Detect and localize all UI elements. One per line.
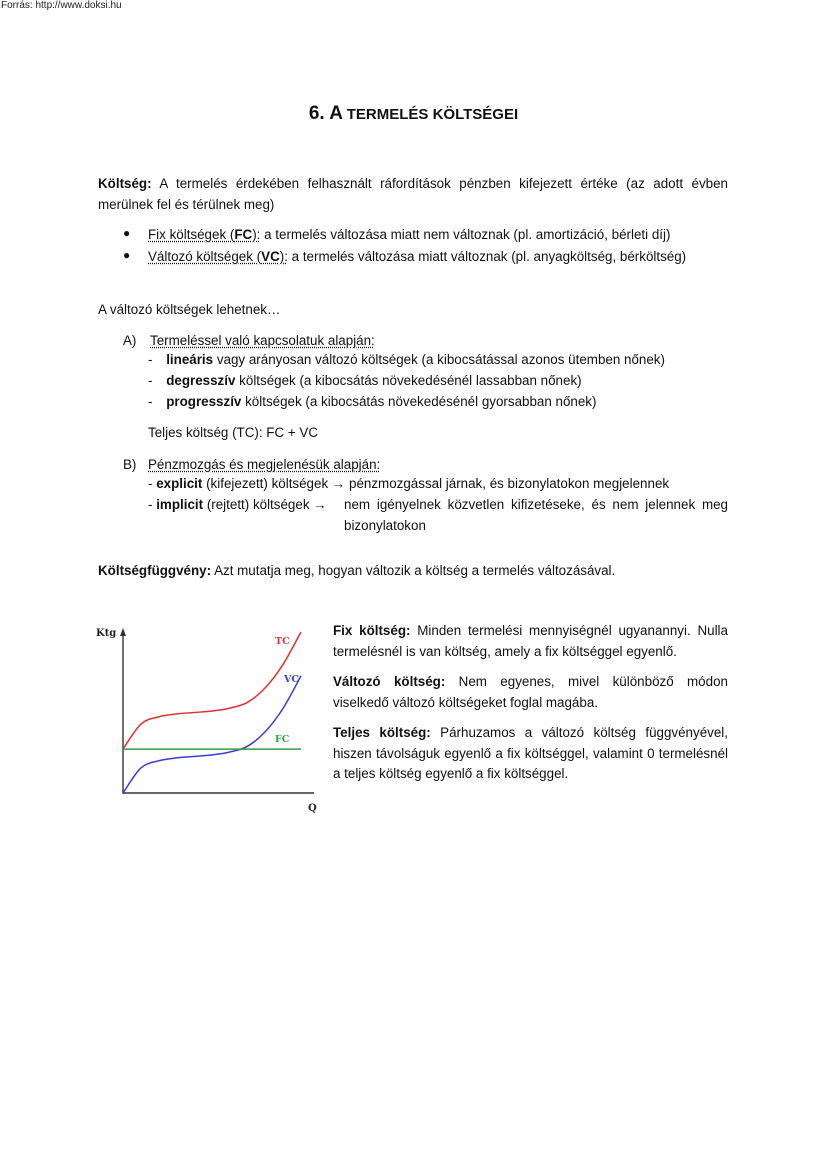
series-line-tc <box>123 632 301 749</box>
bullet-text: a termelés változása miatt nem változnak (pl. amortizáció, bérleti díj) <box>264 227 671 242</box>
item-term: progresszív <box>166 394 242 409</box>
arrow-right-icon: → <box>313 497 327 512</box>
item-text: (kifejezett) költségek <box>206 476 329 491</box>
section-a-letter: A) <box>123 333 137 348</box>
cost-function-text: Azt mutatja meg, hogyan változik a költség a termelés változásával. <box>214 563 616 578</box>
series-label-fc: FC <box>275 734 290 746</box>
bullet-dot: ● <box>123 248 131 262</box>
title-number: 6. A <box>308 103 343 124</box>
cost-function-term: Költségfüggvény: <box>98 563 212 578</box>
y-axis-label: Ktg <box>96 628 117 639</box>
item-term: implicit <box>156 497 204 512</box>
section-a-item <box>148 371 582 391</box>
title-rest: TERMELÉS KÖLTSÉGEI <box>346 106 519 123</box>
page-title <box>0 103 827 125</box>
section-a-item <box>148 350 665 370</box>
item-term: lineáris <box>166 352 214 367</box>
dash: - <box>148 394 153 409</box>
bullet-variable-cost <box>148 247 686 267</box>
series-label-vc: VC <box>284 673 299 685</box>
bullet-abbr: FC <box>234 227 253 242</box>
cost-text: A termelés érdekében felhasznált ráfordítások pénzben kifejezett értéke (az adott évben merülnek fel és térülnek meg) <box>98 176 728 212</box>
explanation-term: Teljes költség: <box>333 725 431 740</box>
explanation-term: Fix költség: <box>333 623 411 638</box>
section-a-heading: Termeléssel való kapcsolatuk alapján: <box>150 333 375 348</box>
series-label-tc: TC <box>275 636 290 647</box>
cost-term: Költség: <box>98 176 152 191</box>
dash: - <box>148 476 153 491</box>
dash: - <box>148 352 153 367</box>
section-b-item <box>148 495 327 515</box>
section-b-heading: Pénzmozgás és megjelenésük alapján: <box>148 457 381 472</box>
section-b-item <box>148 474 669 494</box>
bullet-label-end: ): <box>252 227 261 242</box>
bullet-fixed-cost <box>148 225 670 245</box>
variable-intro: A változó költségek lehetnek… <box>98 302 281 317</box>
variable-cost-explanation <box>333 672 728 713</box>
bullet-label: Fix költségek ( <box>148 227 235 242</box>
bullet-text: a termelés változása miatt változnak (pl. anyagköltség, bérköltség) <box>291 249 687 264</box>
item-text: költségek (a kibocsátás növekedésénél gyorsabban nőnek) <box>245 394 597 409</box>
item-term: degresszív <box>166 373 236 388</box>
cost-function-line <box>98 561 615 581</box>
cost-chart <box>92 618 324 818</box>
item-desc: pénzmozgással járnak, és bizonylatokon megjelennek <box>349 476 670 491</box>
source-label: Forrás: http://www.doksi.hu <box>1 0 122 11</box>
explanation-text: Párhuzamos a változó költség függvényével, hiszen távolságuk egyenlő a fix költséggel, valamint 0 termelésnél a teljes költség egyenlő a fix költséggel. <box>333 725 728 781</box>
y-axis-arrow <box>120 628 126 636</box>
total-cost-formula: Teljes költség (TC): FC + VC <box>148 425 319 440</box>
fixed-cost-explanation <box>333 621 728 662</box>
explanation-text: Nem egyenes, mivel különböző módon viselkedő változó költségeket foglal magába. <box>333 674 728 710</box>
bullet-label-end: ): <box>279 249 288 264</box>
item-text: vagy arányosan változó költségek (a kibocsátással azonos ütemben nőnek) <box>216 352 665 367</box>
section-a-item <box>148 392 596 412</box>
explanation-term: Változó költség: <box>333 674 446 689</box>
item-term: explicit <box>156 476 203 491</box>
bullet-abbr: VC <box>261 249 280 264</box>
total-cost-explanation <box>333 723 728 785</box>
item-text: költségek (a kibocsátás növekedésénél lassabban nőnek) <box>239 373 582 388</box>
bullet-label: Változó költségek ( <box>148 249 262 264</box>
implicit-desc: nem igényelnek közvetlen kifizetéseke, és nem jelennek meg bizonylatokon <box>344 497 728 533</box>
section-b-letter: B) <box>123 457 137 472</box>
x-axis-label: Q <box>308 803 317 814</box>
arrow-right-icon: → <box>331 476 346 491</box>
dash: - <box>148 497 153 512</box>
item-text: (rejtett) költségek <box>206 497 310 512</box>
explanation-text: Minden termelési mennyiségnél ugyanannyi. Nulla termelésnél is van költség, amely a fix költséggel egyenlő. <box>333 623 728 659</box>
bullet-dot: ● <box>123 226 131 240</box>
cost-definition <box>98 174 728 215</box>
dash: - <box>148 373 153 388</box>
